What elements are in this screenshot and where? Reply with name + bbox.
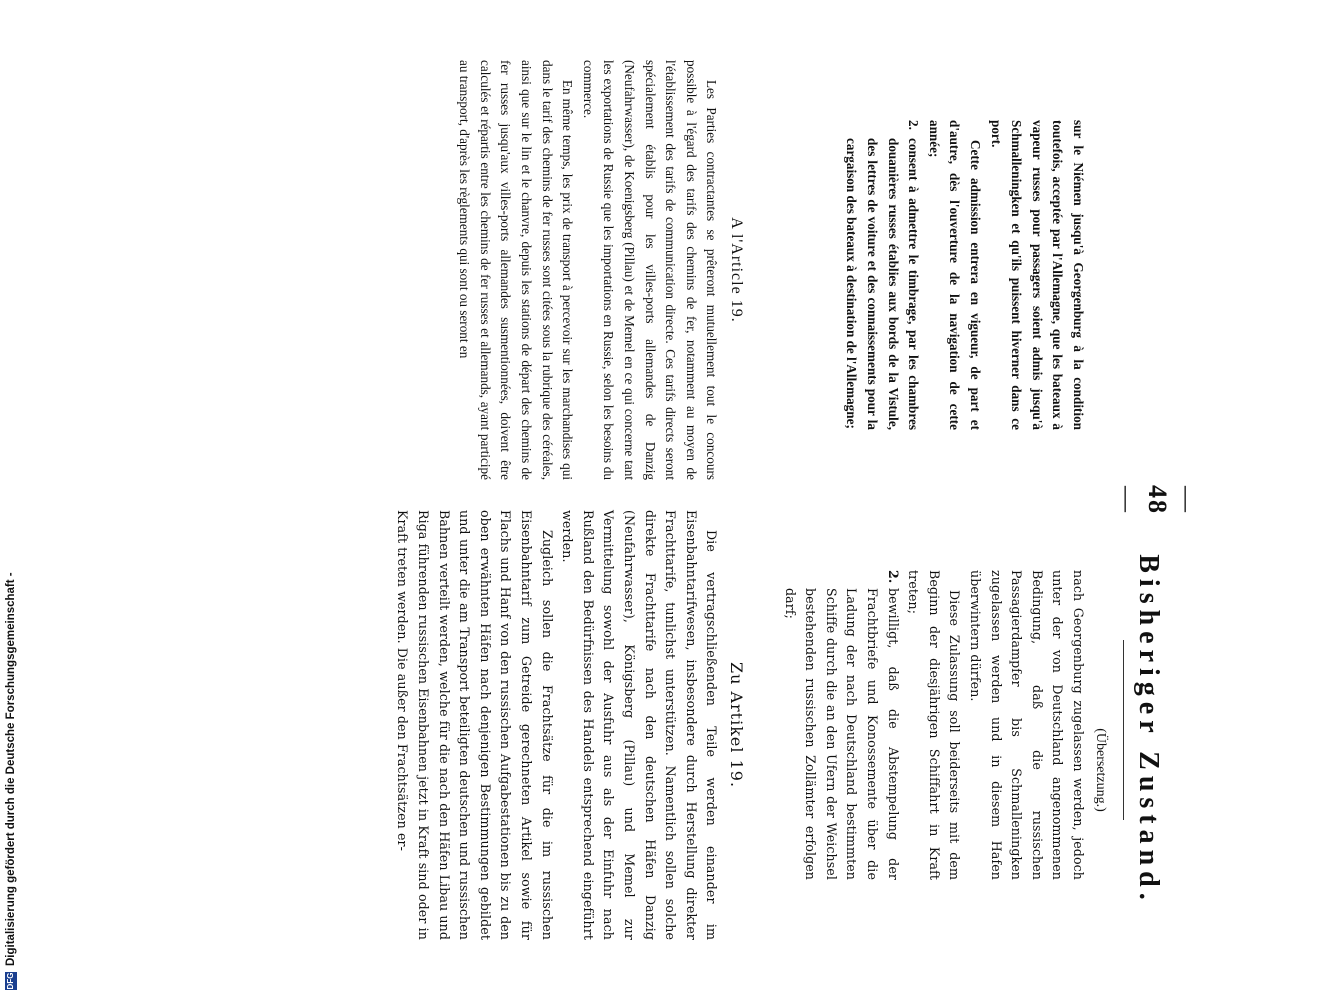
translation-subtitle: (Übersetzung.) <box>1093 728 1108 812</box>
german-item-2-number: 2. <box>885 570 901 584</box>
german-article-heading: Zu Artikel 19. <box>727 661 746 789</box>
french-article-19 <box>454 60 746 480</box>
footer-text: Digitalisierung gefördert durch die Deutsche Forschungsgemeinschaft - <box>5 572 17 966</box>
french-continuation: sur le Niémen jusqu'à Georgenburg à la condition toutefois, acceptée par l'Allemagne, que les bateaux à vapeur russes pour passagers soient admis jusqu'à Schmalleningken et qu'ils puissent hiverner dans ce port. <box>988 120 1086 430</box>
dfg-logo: DFG <box>6 972 15 990</box>
german-article-19 <box>392 510 746 940</box>
french-article-heading: A l'Article 19. <box>728 217 745 323</box>
section-title: Bisheriger Zustand. <box>1133 554 1164 906</box>
digitization-footer <box>0 0 22 1000</box>
german-top-block <box>779 570 1088 880</box>
french-top-block <box>841 120 1088 430</box>
french-item-2 <box>841 120 923 430</box>
french-article-para-1: Les Parties contractantes se prêteront mutuellement tout le concours possible à l'égard des tarifs des chemins de fer, notamment au moyen de l'établissement des tarifs de communication directe. Ces tarifs directs seront spécialement établis pour les villes-ports allemandes de Danzig (Neufahrwasser), de Koenigsberg (Pillau) et de Memel en ce qui concerne tant les exportations de Russie que les importations en Russie, selon les besoins du commerce. <box>580 60 720 480</box>
german-admission: Diese Zulassung soll beiderseits mit dem Beginn der diesjährigen Schiffahrt in Kraft treten; <box>906 570 963 880</box>
french-item-2-number: 2. <box>906 120 922 130</box>
german-article-para-1: Die vertragschließenden Teile werden einander im Eisenbahntarifwesen, insbesondere durch Herstellung direkter Frachttarife, tunlichst unterstützen. Namentlich sollen solche direkte Frachttarife nach den deutschen Häfen Danzig (Neufahrwasser), Königsberg (Pillau) und Memel zur Vermittelung sowohl der Ausfuhr aus als der Einfuhr nach Rußland den Bedürfnissen des Handels entsprechend eingeführt werden. <box>560 510 720 940</box>
french-article-para-2: En même temps, les prix de transport à percevoir sur les marchandises qui dans le tarif des chemins de fer russes sont citées sous la rubrique des céréales, ainsi que sur le lin et le chanvre, depuis les stations de départ des chemins de fer russes jusqu'aux villes-ports allemandes susmentionnées, doivent être calculés et répartis entre les chemins de fer russes et allemands, ayant participé au transport, d'après les règlements qui sont ou seront en <box>457 60 576 480</box>
french-admission: Cette admission entrera en vigueur, de part et d'autre, dès l'ouverture de la navigation de cette année; <box>926 120 984 430</box>
french-item-2-text: consent à admettre le timbrage, par les chambres douanières russes établies aux bords de la Vistule, des lettres de voiture et des connaissements pour la cargaison des bateaux à destination de l'Allemagne; <box>844 138 922 430</box>
german-continuation: nach Georgenburg zugelassen werden, jedoch unter der von Deutschland angenommenen Bedingung, daß die russischen Passagierdampfer bis Schmalleningken zugelassen werden und in diesem Hafen überwintern dürfen. <box>968 570 1086 880</box>
title-rule <box>1123 640 1124 820</box>
german-item-2-text: bewilligt, daß die Abstempelung der Frachtbriefe und Konossemente über die Ladung der nach Deutschland bestimmten Schiffe durch die an den Ufern der Weichsel bestehenden russischen Zollämter erfolgen darf; <box>782 588 901 880</box>
german-article-para-2: Zugleich sollen die Frachtsätze für die im russischen Eisenbahntarif zum Getreide gerechneten Artikel sowie für Flachs und Hanf von den russischen Aufgabestationen bis zu den oben erwähnten Häfen nach denjenigen Bestimmungen gebildet und unter die am Transport beteiligten deutschen und russischen Bahnen verteilt werden, welche für die nach den Häfen Libau und Riga führenden russischen Eisenbahnen jetzt in Kraft sind oder in Kraft treten werden. Die außer den Frachtsätzen er- <box>395 510 555 940</box>
page-number: —48— <box>1113 485 1202 515</box>
german-item-2 <box>779 570 903 880</box>
